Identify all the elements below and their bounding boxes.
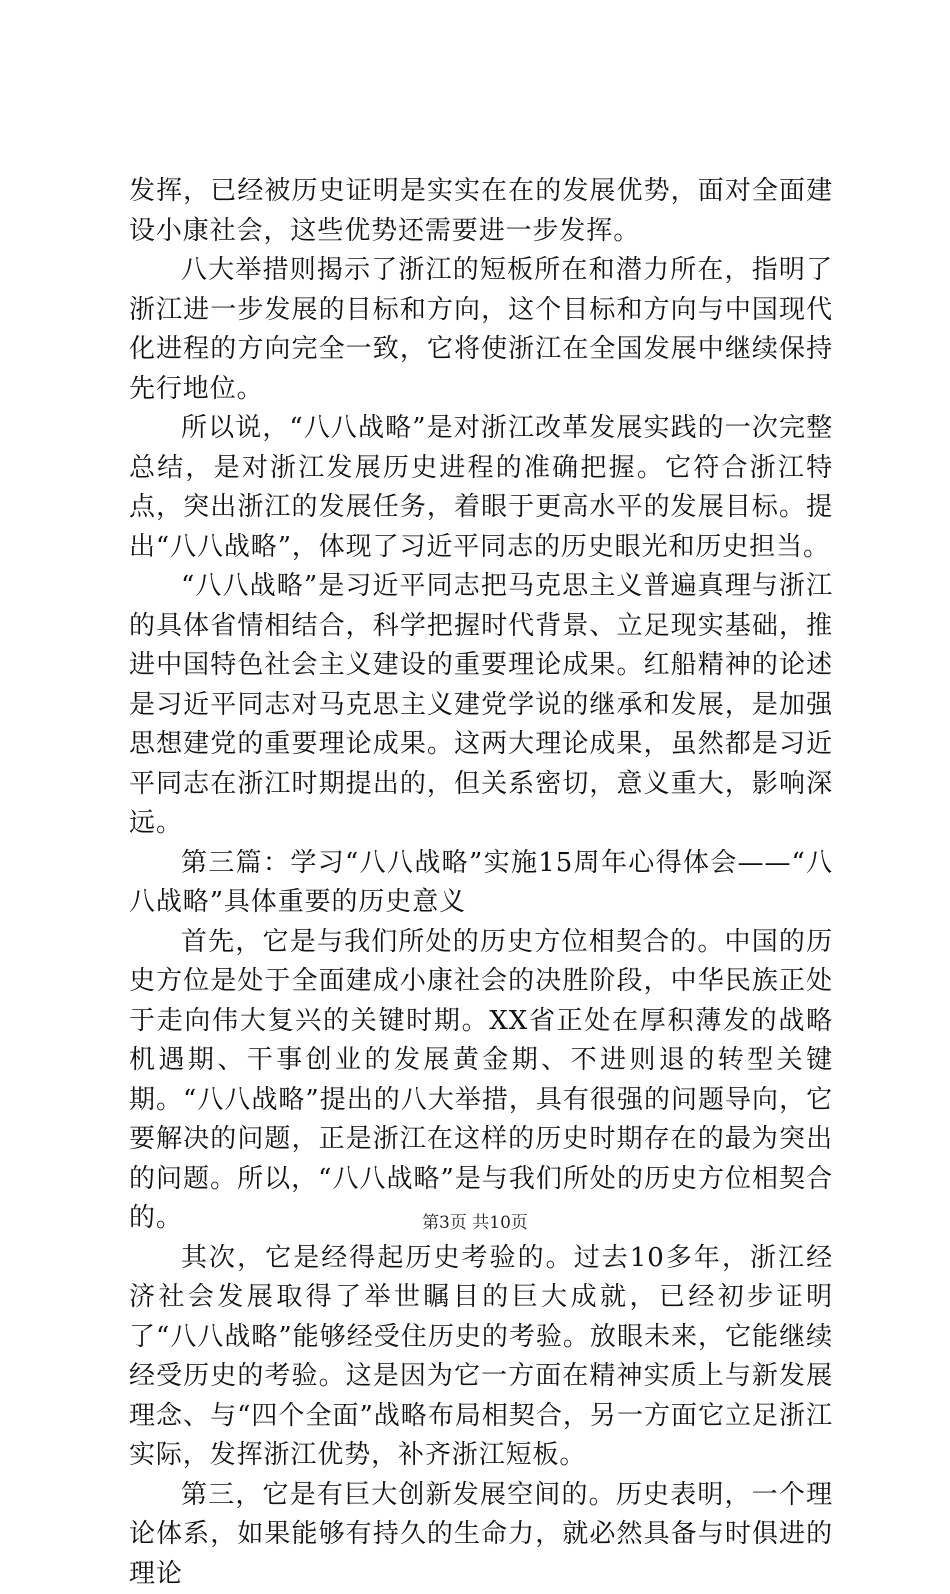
document-body (129, 172, 833, 1594)
page-number-footer: 第3页 共10页 (0, 1208, 950, 1233)
paragraph-4: “八八战略”是习近平同志把马克思主义普遍真理与浙江的具体省情相结合，科学把握时代背景、立足现实基础，推进中国特色社会主义建设的重要理论成果。红船精神的论述是习近平同志对马克思主义建党学说的继承和发展，是加强思想建党的重要理论成果。这两大理论成果，虽然都是习近平同志在浙江时期提出的，但关系密切，意义重大，影响深远。 (129, 567, 833, 844)
paragraph-7: 第三，它是有巨大创新发展空间的。历史表明，一个理论体系，如果能够有持久的生命力，就必然具备与时俱进的理论 (129, 1476, 833, 1594)
paragraph-3: 所以说，“八八战略”是对浙江改革发展实践的一次完整总结，是对浙江发展历史进程的准确把握。它符合浙江特点，突出浙江的发展任务，着眼于更高水平的发展目标。提出“八八战略”，体现了习近平同志的历史眼光和历史担当。 (129, 409, 833, 567)
paragraph-1: 发挥，已经被历史证明是实实在在的发展优势，面对全面建设小康社会，这些优势还需要进一步发挥。 (129, 172, 833, 251)
paragraph-2: 八大举措则揭示了浙江的短板所在和潜力所在，指明了浙江进一步发展的目标和方向，这个目标和方向与中国现代化进程的方向完全一致，它将使浙江在全国发展中继续保持先行地位。 (129, 251, 833, 409)
section-heading: 第三篇：学习“八八战略”实施15周年心得体会——“八八战略”具体重要的历史意义 (129, 844, 833, 923)
paragraph-5: 首先，它是与我们所处的历史方位相契合的。中国的历史方位是处于全面建成小康社会的决胜阶段，中华民族正处于走向伟大复兴的关键时期。XX省正处在厚积薄发的战略机遇期、干事创业的发展黄金期、不进则退的转型关键期。“八八战略”提出的八大举措，具有很强的问题导向，它要解决的问题，正是浙江在这样的历史时期存在的最为突出的问题。所以，“八八战略”是与我们所处的历史方位相契合的。 (129, 923, 833, 1239)
paragraph-6: 其次，它是经得起历史考验的。过去10多年，浙江经济社会发展取得了举世瞩目的巨大成就，已经初步证明了“八八战略”能够经受住历史的考验。放眼未来，它能继续经受历史的考验。这是因为它一方面在精神实质上与新发展理念、与“四个全面”战略布局相契合，另一方面它立足浙江实际，发挥浙江优势，补齐浙江短板。 (129, 1239, 833, 1476)
